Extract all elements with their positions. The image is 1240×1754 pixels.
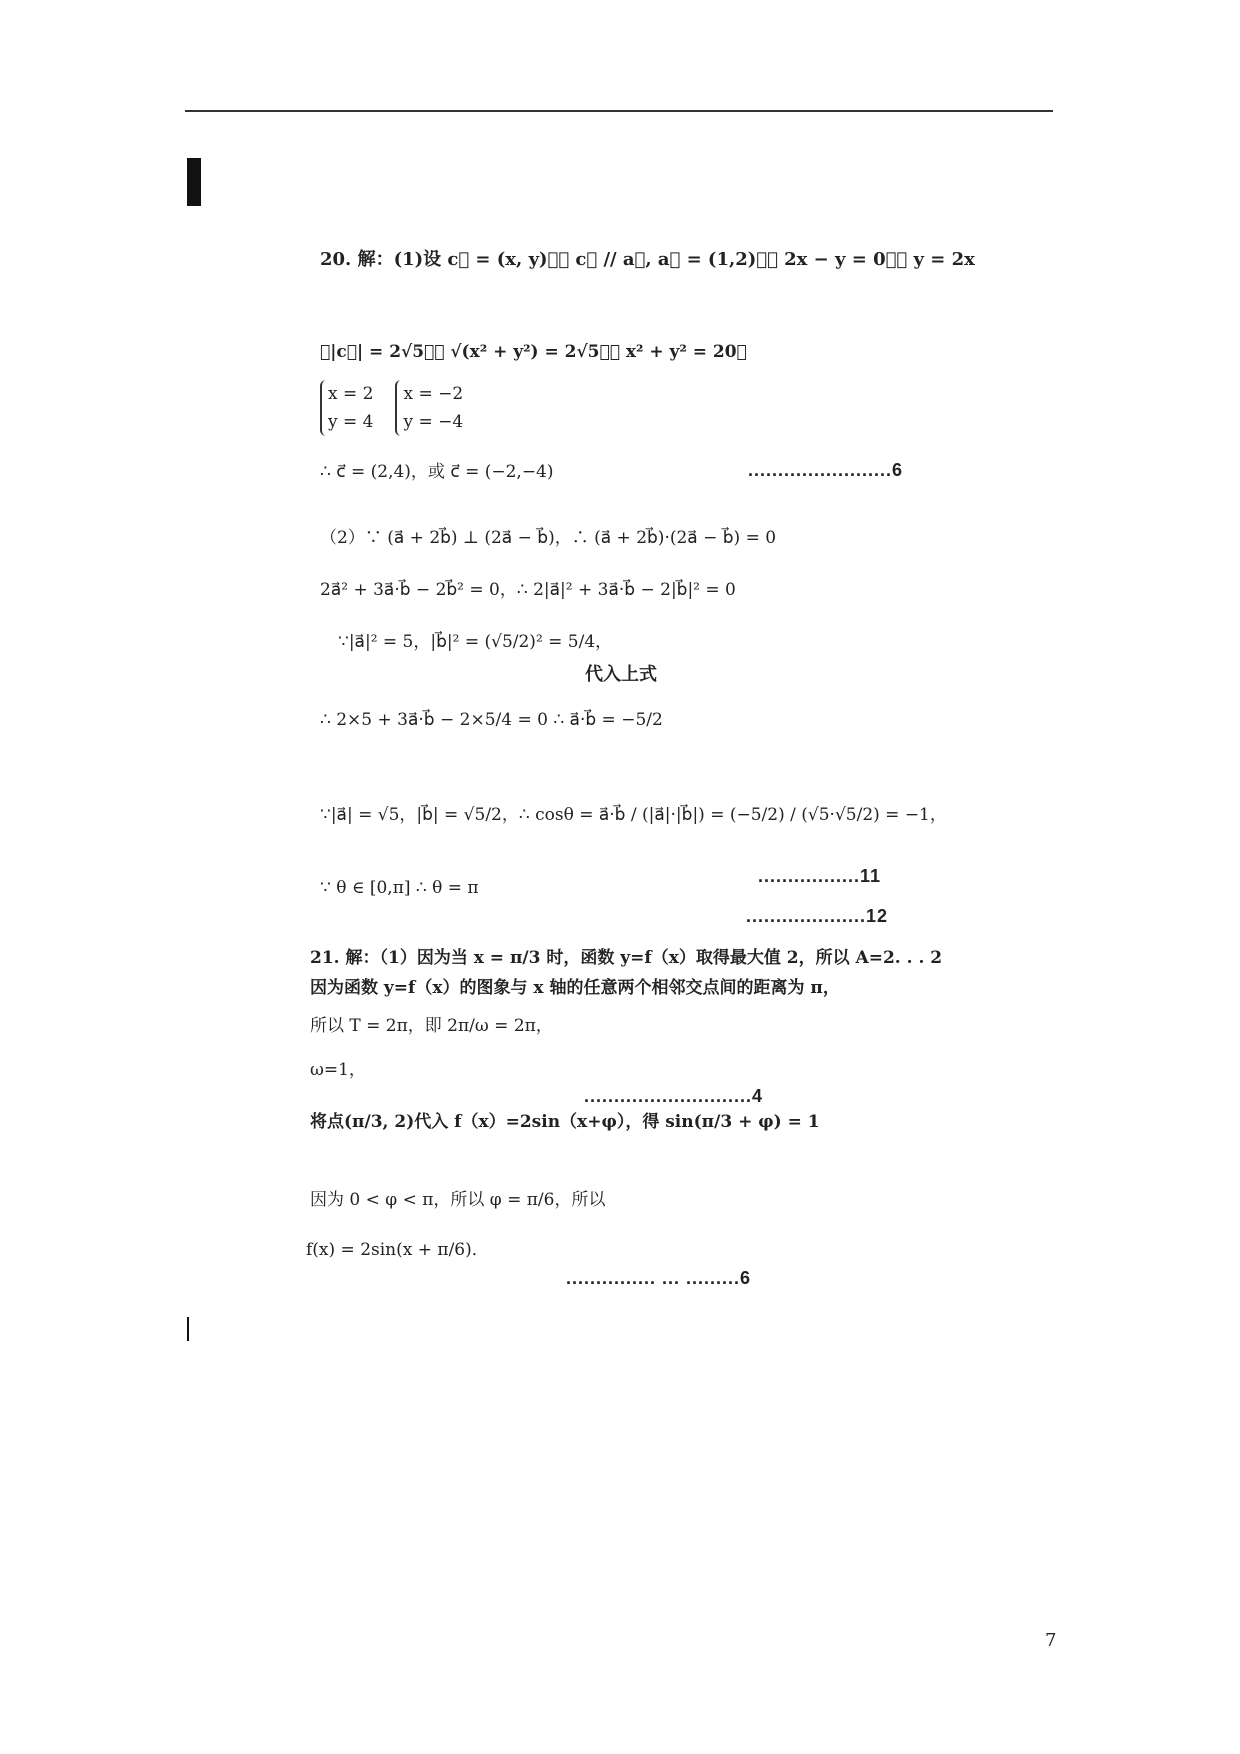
p20-line-2: ∵|c⃗| = 2√5，∴ √(x² + y²) = 2√5，∴ x² + y² = 20， [320,342,747,362]
p20-line-9: ∵ θ ∈ [0,π] ∴ θ = π [320,878,479,898]
p21-line-7: f(x) = 2sin(x + π/6)． [306,1240,489,1260]
p20-system-b-y: y = −4 [403,412,464,432]
p20-system-a [320,380,373,436]
p21-score-6: ............... ... .........6 [566,1268,752,1288]
p21-line-1: 21. 解：（1）因为当 x = π/3 时，函数 y=f（x）取得最大值 2，所以 A=2. . . 2 [310,948,943,968]
p20-system-b-x: x = −2 [403,384,464,404]
p20-score-11: .................11 [758,866,882,886]
margin-bar-top [187,158,201,206]
p20-line-3: ∴ c⃗ = (2,4)，或 c⃗ = (−2,−4) [320,462,554,482]
p21-line-3: 所以 T = 2π，即 2π/ω = 2π， [310,1016,553,1036]
p20-score-12: ....................12 [746,906,889,926]
p20-line-1: 20. 解：(1)设 c⃗ = (x, y)，∵ c⃗ // a⃗, a⃗ = (1,2)，∴ 2x − y = 0，∴ y = 2x [320,249,975,270]
p20-system-a-x: x = 2 [328,384,374,404]
p20-equation-systems [320,380,463,436]
margin-bar-bottom [187,1317,189,1341]
p20-score-6: ........................6 [748,460,904,480]
p20-label-substitute: 代入上式 [585,664,657,685]
p20-system-a-y: y = 4 [328,412,374,432]
p21-score-4: ............................4 [584,1086,764,1106]
p20-system-b [395,380,463,436]
p20-line-4: （2）∵ (a⃗ + 2b⃗) ⊥ (2a⃗ − b⃗)，∴ (a⃗ + 2b⃗)·(2a⃗ − b⃗) = 0 [320,528,777,548]
page-number: 7 [1045,1630,1057,1651]
p20-line-5: 2a⃗² + 3a⃗·b⃗ − 2b⃗² = 0，∴ 2|a⃗|² + 3a⃗·b⃗ − 2|b⃗|² = 0 [320,580,736,600]
p21-line-2: 因为函数 y=f（x）的图象与 x 轴的任意两个相邻交点间的距离为 π， [310,978,840,998]
p21-line-6: 因为 0 < φ < π，所以 φ = π/6，所以 [310,1190,606,1210]
header-rule [185,110,1053,112]
p21-line-5: 将点(π/3, 2)代入 f（x）=2sin（x+φ），得 sin(π/3 + φ) = 1 [310,1112,820,1132]
p20-line-6: ∵|a⃗|² = 5，|b⃗|² = (√5/2)² = 5/4， [338,632,613,652]
p20-line-7: ∴ 2×5 + 3a⃗·b⃗ − 2×5/4 = 0 ∴ a⃗·b⃗ = −5/2 [320,710,663,730]
p20-line-8: ∵|a⃗| = √5，|b⃗| = √5/2，∴ cosθ = a⃗·b⃗ / (|a⃗|·|b⃗|) = (−5/2) / (√5·√5/2) = −1， [320,805,947,825]
p21-line-4: ω=1， [310,1060,366,1080]
